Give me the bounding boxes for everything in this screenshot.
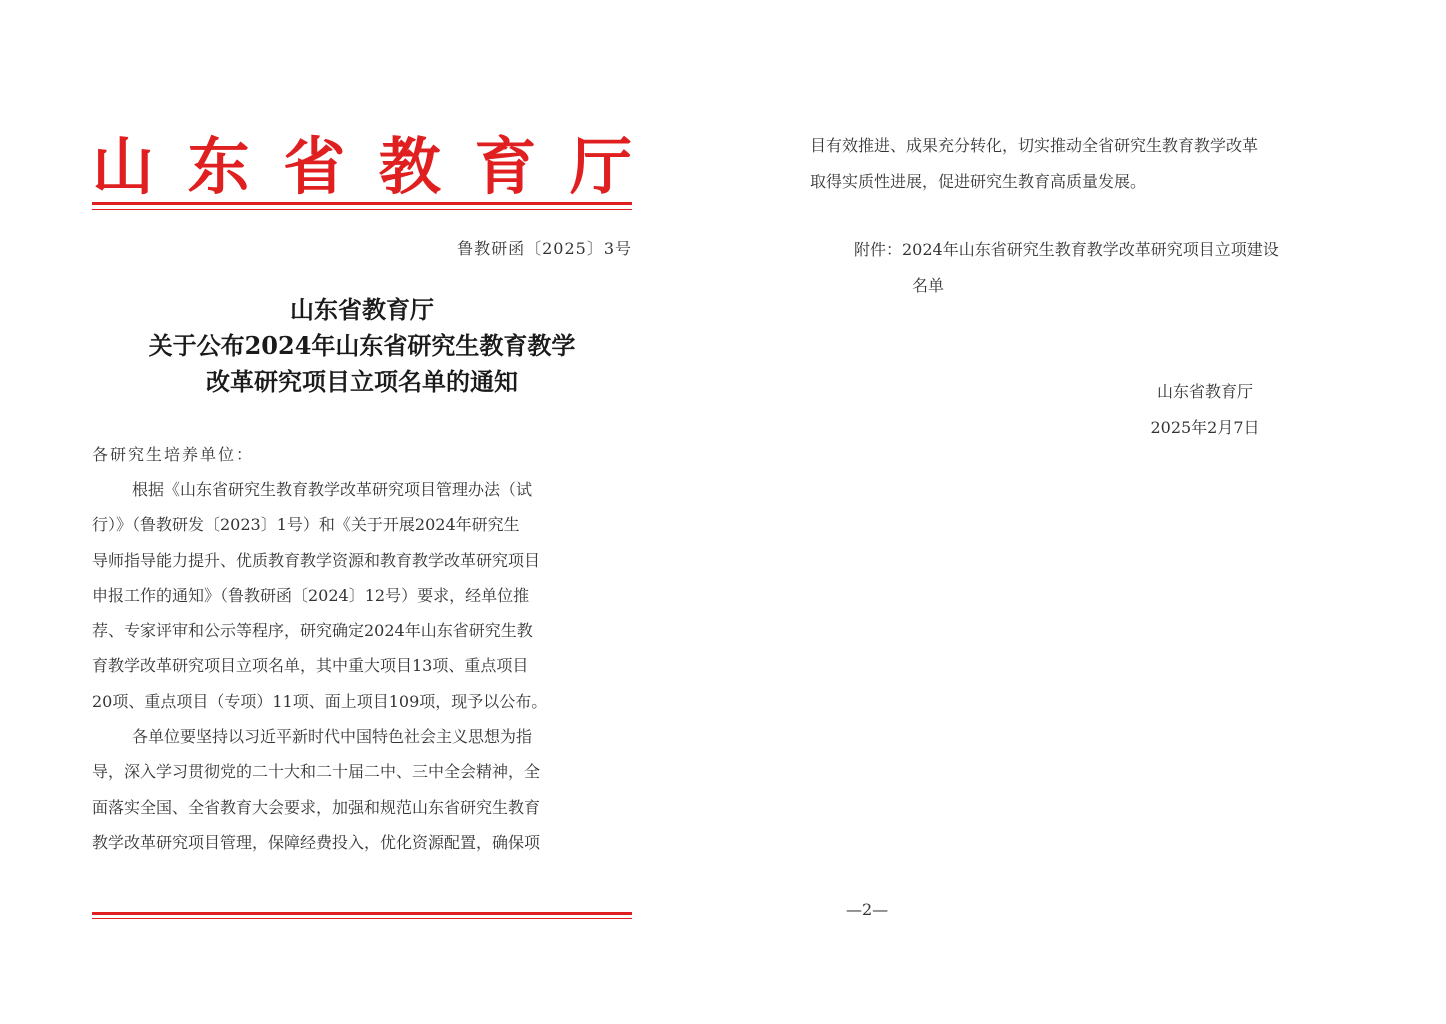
continuation-text	[810, 128, 1350, 200]
masthead-char: 育	[474, 130, 537, 203]
footer-red-rule-thin	[92, 918, 632, 919]
attachment-line: 名单	[912, 276, 945, 295]
masthead-char: 东	[187, 130, 250, 203]
right-page	[810, 120, 1370, 930]
signature-org: 山东省教育厅	[1156, 382, 1253, 401]
page-number: —2—	[846, 900, 889, 919]
masthead-char: 山	[92, 130, 155, 203]
body-line: 根据《山东省研究生教育教学改革研究项目管理办法（试	[132, 480, 533, 499]
masthead-char: 省	[283, 130, 346, 203]
body-line: 导师指导能力提升、优质教育教学资源和教育教学改革研究项目	[92, 550, 541, 570]
body-line: 荐、专家评审和公示等程序，研究确定2024年山东省研究生教	[92, 621, 533, 641]
attachment-note	[854, 232, 1354, 304]
body-line: 面落实全国、全省教育大会要求，加强和规范山东省研究生教育	[92, 797, 541, 817]
left-page	[92, 120, 632, 930]
attachment-line: 附件：2024年山东省研究生教育教学改革研究项目立项建设	[854, 240, 1279, 259]
salutation: 各研究生培养单位：	[92, 445, 255, 464]
body-line: 育教学改革研究项目立项名单，其中重大项目13项、重点项目	[92, 656, 529, 676]
masthead-red-rule-thin	[92, 209, 632, 210]
body-line: 教学改革研究项目管理，保障经费投入，优化资源配置，确保项	[92, 832, 541, 852]
masthead-char: 厅	[569, 130, 632, 203]
body-text	[92, 472, 632, 860]
masthead	[92, 132, 632, 202]
document-title	[92, 292, 632, 400]
document-number: 鲁教研函〔2025〕3号	[457, 239, 632, 258]
footer-red-rule	[92, 912, 632, 915]
title-line: 改革研究项目立项名单的通知	[206, 367, 518, 396]
title-line: 山东省教育厅	[290, 295, 434, 324]
body-line: 导，深入学习贯彻党的二十大和二十届二中、三中全会精神，全	[92, 762, 541, 782]
signature-date: 2025年2月7日	[1150, 418, 1260, 437]
body-line: 取得实质性进展，促进研究生教育高质量发展。	[810, 172, 1147, 191]
title-line: 关于公布2024年山东省研究生教育教学	[148, 331, 576, 360]
body-line: 20项、重点项目（专项）11项、面上项目109项，现予以公布。	[92, 691, 548, 711]
body-line: 行）》（鲁教研发〔2023〕1号）和《关于开展2024年研究生	[92, 515, 520, 535]
signature-block	[1130, 374, 1280, 446]
masthead-char: 教	[378, 130, 441, 203]
body-line: 申报工作的通知》（鲁教研函〔2024〕12号）要求，经单位推	[92, 585, 530, 605]
masthead-red-rule	[92, 202, 632, 205]
body-line: 目有效推进、成果充分转化，切实推动全省研究生教育教学改革	[810, 136, 1259, 155]
body-line: 各单位要坚持以习近平新时代中国特色社会主义思想为指	[132, 727, 533, 747]
